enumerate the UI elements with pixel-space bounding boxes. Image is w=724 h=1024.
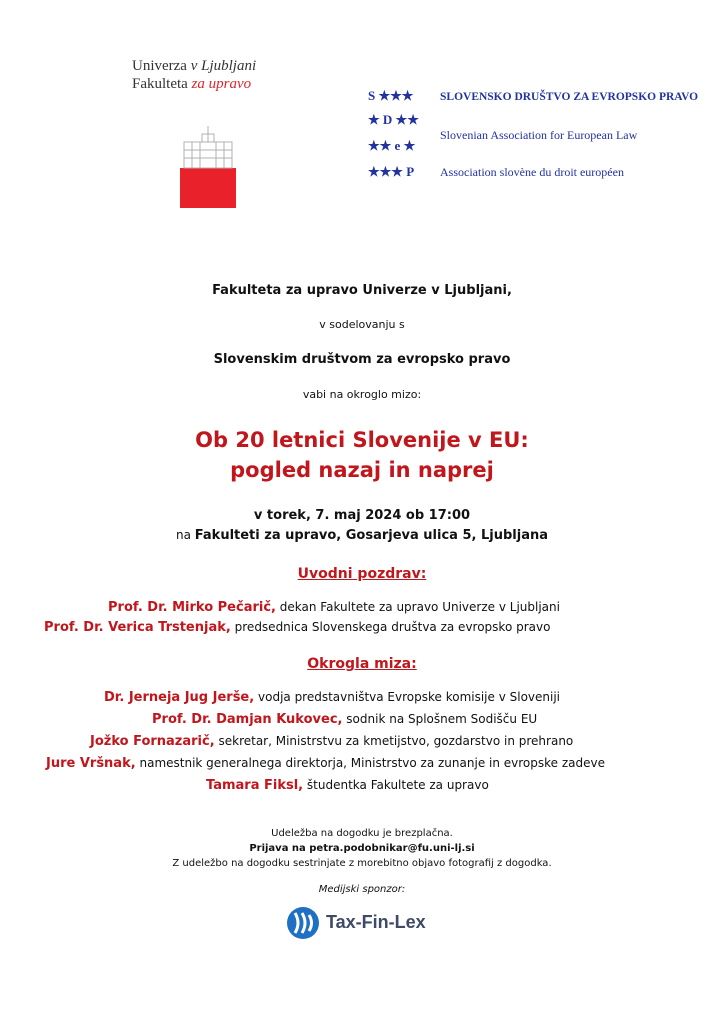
event-title-line-1: Ob 20 letnici Slovenije v EU: bbox=[195, 428, 529, 452]
panel-speaker: Tamara Fiksl, študentka Fakultete za upravo bbox=[206, 778, 489, 793]
free-entry-note: Udeležba na dogodku je brezplačna. bbox=[271, 828, 453, 839]
sdep-mark-row-3: ★★ e ★ bbox=[368, 138, 416, 153]
invitation-text: vabi na okroglo mizo: bbox=[302, 388, 422, 401]
university-building-icon bbox=[180, 120, 236, 208]
sdep-name-en: Slovenian Association for European Law bbox=[440, 128, 638, 142]
event-title-line-2: pogled nazaj in naprej bbox=[230, 458, 494, 482]
panel-speaker: Jožko Fornazarič, sekretar, Ministrstvu za kmetijstvo, gozdarstvo in prehrano bbox=[90, 734, 574, 749]
sdep-mark-row-1: S ★★★ bbox=[368, 88, 414, 103]
panel-heading: Okrogla miza: bbox=[307, 656, 417, 672]
panel-speaker: Prof. Dr. Damjan Kukovec, sodnik na Splošnem Sodišču EU bbox=[152, 712, 538, 727]
faculty-name: Fakulteta za upravo bbox=[132, 76, 252, 92]
sponsor-label: Medijski sponzor: bbox=[318, 884, 406, 895]
panel-speaker: Dr. Jerneja Jug Jerše, vodja predstavništva Evropske komisije v Sloveniji bbox=[104, 690, 561, 705]
event-date: v torek, 7. maj 2024 ob 17:00 bbox=[253, 508, 471, 523]
registration-note: Prijava na petra.podobnikar@fu.uni-lj.si bbox=[249, 843, 475, 854]
host-faculty: Fakulteta za upravo Univerze v Ljubljani, bbox=[212, 283, 512, 298]
sdep-mark-row-2: ★ D ★★ bbox=[368, 112, 419, 127]
partner-association: Slovenskim društvom za evropsko pravo bbox=[213, 352, 511, 367]
sdep-name-fr: Association slovène du droit européen bbox=[440, 165, 624, 179]
welcome-heading: Uvodni pozdrav: bbox=[297, 566, 427, 582]
welcome-speaker: Prof. Dr. Mirko Pečarič, dekan Fakultete za upravo Univerze v Ljubljani bbox=[108, 600, 560, 615]
cooperation-text: v sodelovanju s bbox=[319, 318, 405, 331]
sponsor-name: Tax-Fin-Lex bbox=[326, 912, 426, 932]
sdep-mark-row-4: ★★★ P bbox=[368, 164, 415, 179]
university-name: Univerza v Ljubljani bbox=[132, 58, 257, 74]
sdep-name-sl: SLOVENSKO DRUŠTVO ZA EVROPSKO PRAVO bbox=[440, 91, 699, 103]
event-place: na Fakulteti za upravo, Gosarjeva ulica 5, Ljubljana bbox=[176, 528, 548, 543]
panel-speaker: Jure Vršnak, namestnik generalnega direktorja, Ministrstvo za zunanje in evropske zadeve bbox=[46, 756, 605, 771]
photo-consent-note: Z udeležbo na dogodku sestrinjate z morebitno objavo fotografij z dogodka. bbox=[172, 858, 552, 869]
tax-fin-lex-logo-icon bbox=[286, 906, 320, 940]
welcome-speaker: Prof. Dr. Verica Trstenjak, predsednica Slovenskega društva za evropsko pravo bbox=[44, 620, 551, 635]
